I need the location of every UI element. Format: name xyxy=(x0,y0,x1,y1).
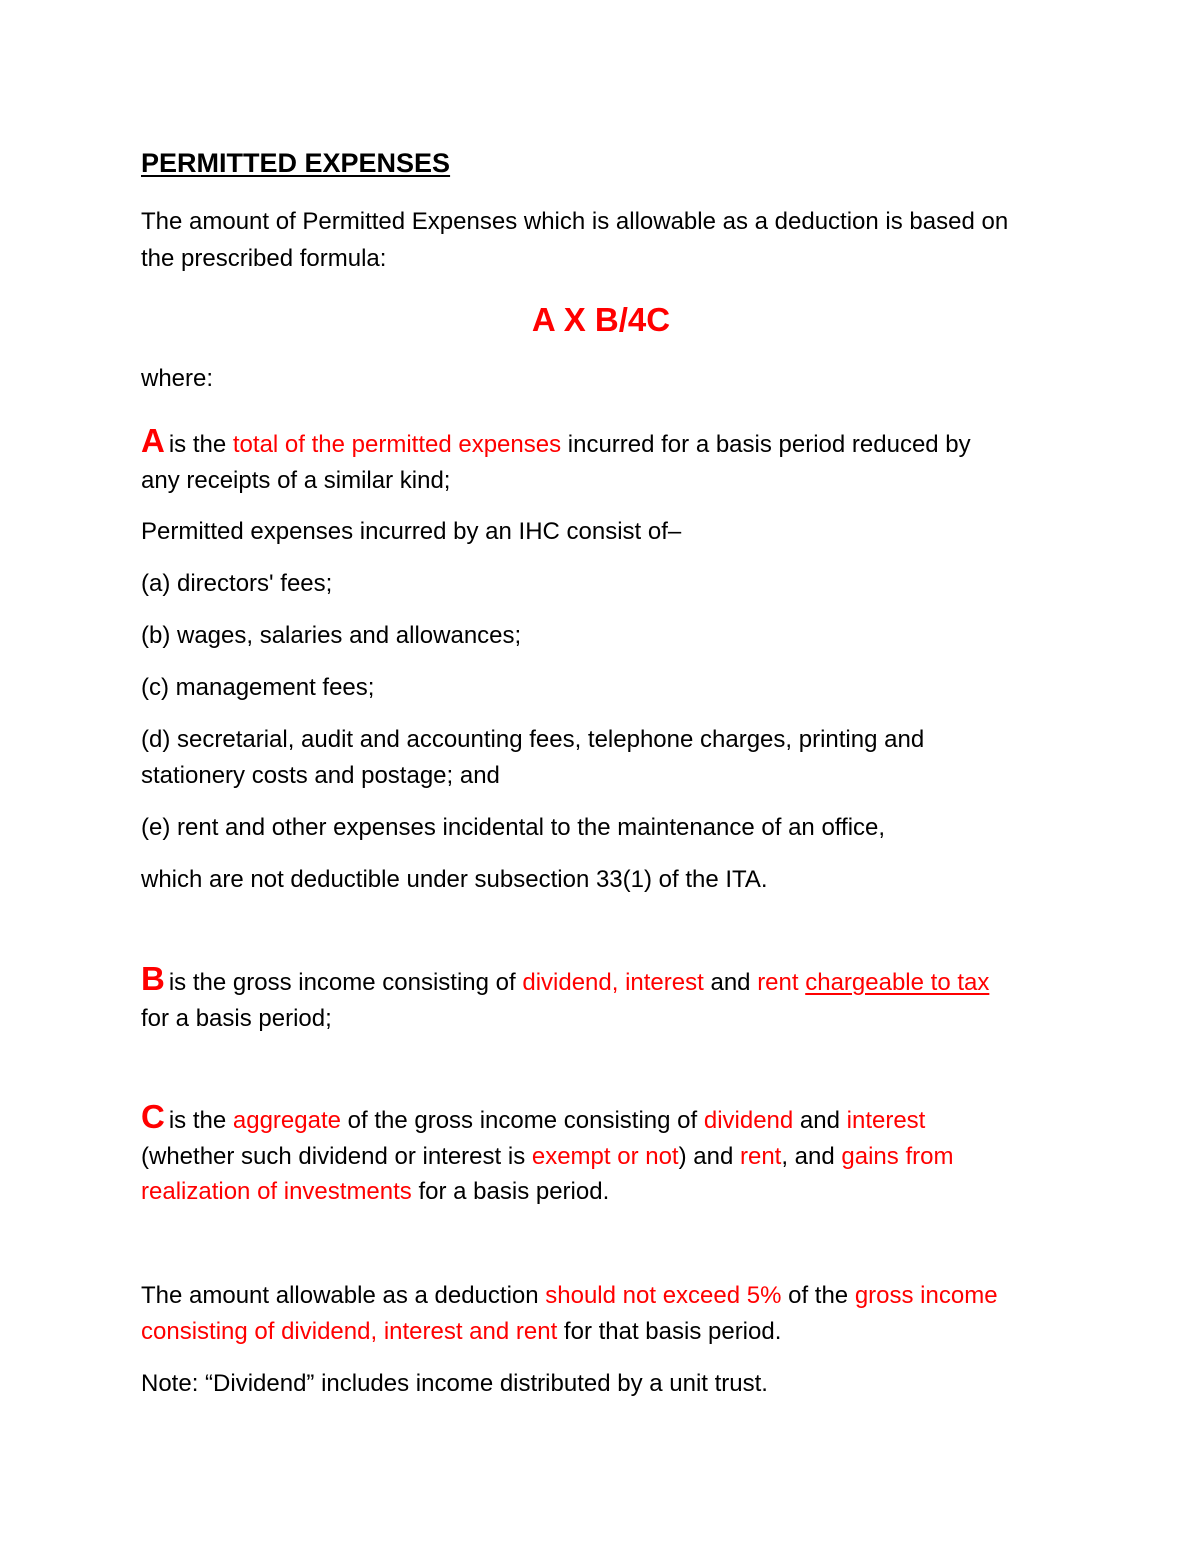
definition-b-line-2: for a basis period; xyxy=(141,1005,332,1032)
definition-c-l2a: (whether such dividend or interest is xyxy=(141,1143,526,1170)
list-item-c: (c) management fees; xyxy=(141,674,375,701)
definition-c-l2e: , and xyxy=(781,1143,835,1170)
definition-b-text-3: and xyxy=(710,969,751,996)
intro-line-1: The amount of Permitted Expenses which is allowable as a deduction is based on xyxy=(141,208,1009,235)
letter-a: A xyxy=(141,422,165,459)
list-item-a: (a) directors' fees; xyxy=(141,570,333,597)
limit-text-3: of the xyxy=(788,1282,849,1309)
definition-c-l3a: realization of investments xyxy=(141,1178,412,1205)
definition-c-l2f: gains from xyxy=(841,1143,954,1170)
definition-c-l2d: rent xyxy=(739,1143,782,1170)
definition-c-highlight-2: dividend xyxy=(703,1107,794,1134)
note: Note: “Dividend” includes income distributed by a unit trust. xyxy=(141,1370,768,1397)
list-outro: which are not deductible under subsection 33(1) of the ITA. xyxy=(141,866,768,893)
list-intro: Permitted expenses incurred by an IHC consist of– xyxy=(141,518,682,545)
definition-c-text-5: and xyxy=(799,1107,840,1134)
document-title: PERMITTED EXPENSES xyxy=(141,148,451,178)
limit-line-2 xyxy=(141,1317,781,1347)
definition-c-l2b: exempt or not xyxy=(531,1143,679,1170)
letter-b: B xyxy=(141,960,165,997)
limit-text-1: The amount allowable as a deduction xyxy=(141,1282,539,1309)
where-label: where: xyxy=(141,365,214,392)
definition-c-line-3 xyxy=(141,1177,609,1207)
formula: A X B/4C xyxy=(531,301,671,338)
definition-b-text-1: is the gross income consisting of xyxy=(168,969,516,996)
definition-c-highlight-3: interest xyxy=(846,1107,926,1134)
definition-c-highlight-1: aggregate xyxy=(232,1107,341,1134)
definition-b-highlight-1: dividend, interest xyxy=(522,969,704,996)
definition-c-line-1 xyxy=(141,1098,926,1136)
definition-a-text-3: incurred for a basis period reduced by xyxy=(567,431,971,458)
list-item-e: (e) rent and other expenses incidental to the maintenance of an office, xyxy=(141,814,886,841)
definition-b-highlight-3: chargeable to tax xyxy=(805,969,990,996)
intro-line-2: the prescribed formula: xyxy=(141,245,387,272)
list-item-d: (d) secretarial, audit and accounting fees, telephone charges, printing and xyxy=(141,726,925,753)
definition-a-highlight: total of the permitted expenses xyxy=(232,431,562,458)
definition-c-text-3: of the gross income consisting of xyxy=(347,1107,698,1134)
limit-highlight-1: should not exceed 5% xyxy=(545,1282,782,1309)
definition-a-line-1 xyxy=(141,422,971,460)
list-item-d-continued: stationery costs and postage; and xyxy=(141,762,500,789)
limit-highlight-3: consisting of dividend, interest and rent xyxy=(141,1318,558,1345)
definition-c-line-2 xyxy=(141,1142,953,1172)
definition-a-text-1: is the xyxy=(168,431,227,458)
limit-line-1 xyxy=(141,1281,998,1311)
letter-c: C xyxy=(141,1098,165,1135)
definition-c-l3b: for a basis period. xyxy=(418,1178,610,1205)
definition-b-highlight-2: rent xyxy=(757,969,799,996)
definition-c-text-1: is the xyxy=(168,1107,227,1134)
limit-highlight-2: gross income xyxy=(854,1282,998,1309)
limit-text-5: for that basis period. xyxy=(563,1318,782,1345)
definition-c-l2c: ) and xyxy=(678,1143,734,1170)
definition-b-line-1 xyxy=(141,960,990,998)
list-item-b: (b) wages, salaries and allowances; xyxy=(141,622,522,649)
definition-a-line-2: any receipts of a similar kind; xyxy=(141,467,451,494)
